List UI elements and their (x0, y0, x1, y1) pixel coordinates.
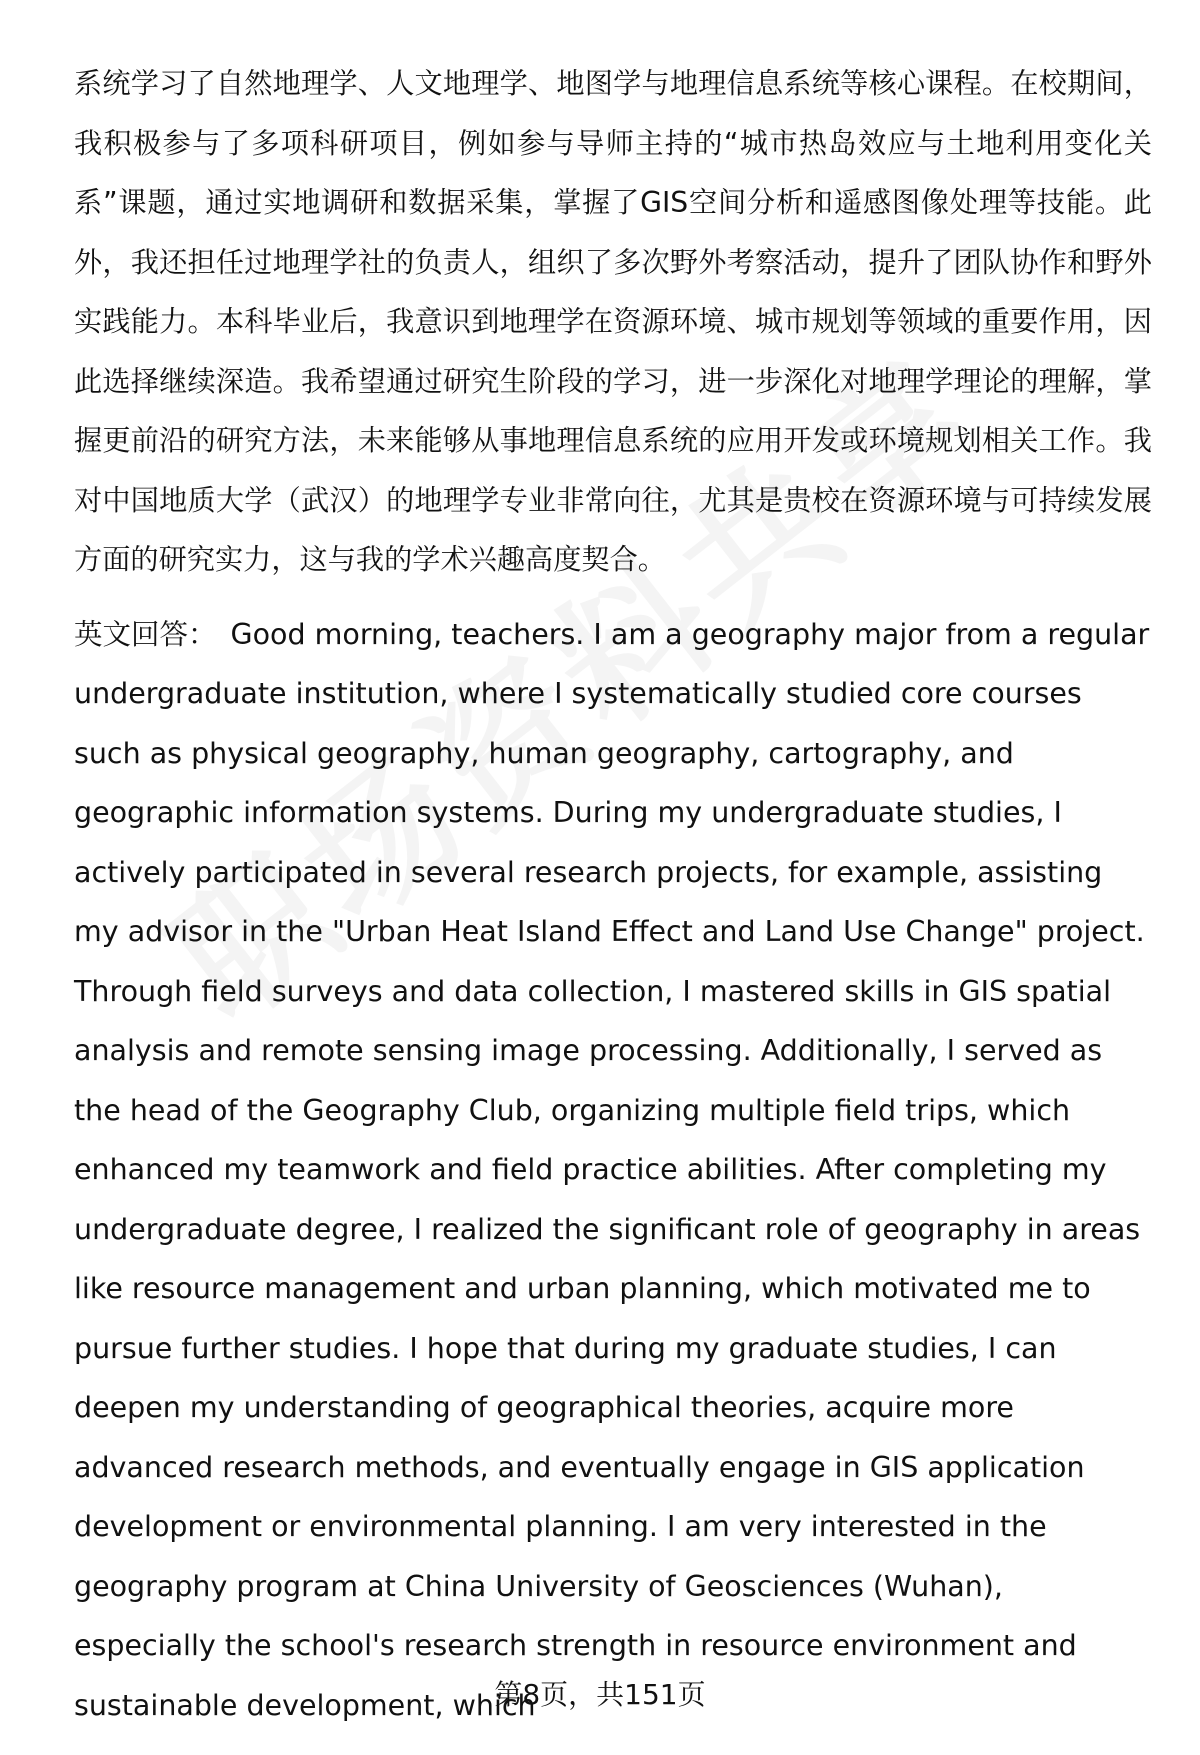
english-answer-paragraph (74, 605, 1152, 1736)
english-answer-text: Good morning, teachers. I am a geography major from a regular undergraduate institution, where I systematically studied core courses such as physical geography, human geography, cartography, and geographic information systems. During my undergraduate studies, I actively participated in several research projects, for example, assisting my advisor in the "Urban Heat Island Effect and Land Use Change" project. Through field surveys and data collection, I mastered skills in GIS spatial analysis and remote sensing image processing. Additionally, I served as the head of the Geography Club, organizing multiple field trips, which enhanced my teamwork and field practice abilities. After completing my undergraduate degree, I realized the significant role of geography in areas like resource management and urban planning, which motivated me to pursue further studies. I hope that during my graduate studies, I can deepen my understanding of geographical theories, acquire more advanced research methods, and eventually engage in GIS application development or environmental planning. I am very interested in the geography program at China University of Geosciences (Wuhan), especially the school's research strength in resource environment and sustainable development, which (74, 617, 1150, 1722)
chinese-paragraph: 系统学习了自然地理学、人文地理学、地图学与地理信息系统等核心课程。在校期间，我积极参与了多项科研项目，例如参与导师主持的“城市热岛效应与土地利用变化关系”课题，通过实地调研和数据采集，掌握了GIS空间分析和遥感图像处理等技能。此外，我还担任过地理学社的负责人，组织了多次野外考察活动，提升了团队协作和野外实践能力。本科毕业后，我意识到地理学在资源环境、城市规划等领域的重要作用，因此选择继续深造。我希望通过研究生阶段的学习，进一步深化对地理学理论的理解，掌握更前沿的研究方法，未来能够从事地理信息系统的应用开发或环境规划相关工作。我对中国地质大学（武汉）的地理学专业非常向往，尤其是贵校在资源环境与可持续发展方面的研究实力，这与我的学术兴趣高度契合。 (74, 67, 1152, 576)
document-body (74, 54, 1152, 1735)
page-number-footer: 第8页，共151页 (494, 1678, 706, 1711)
english-answer-label: 英文回答： (74, 617, 217, 651)
